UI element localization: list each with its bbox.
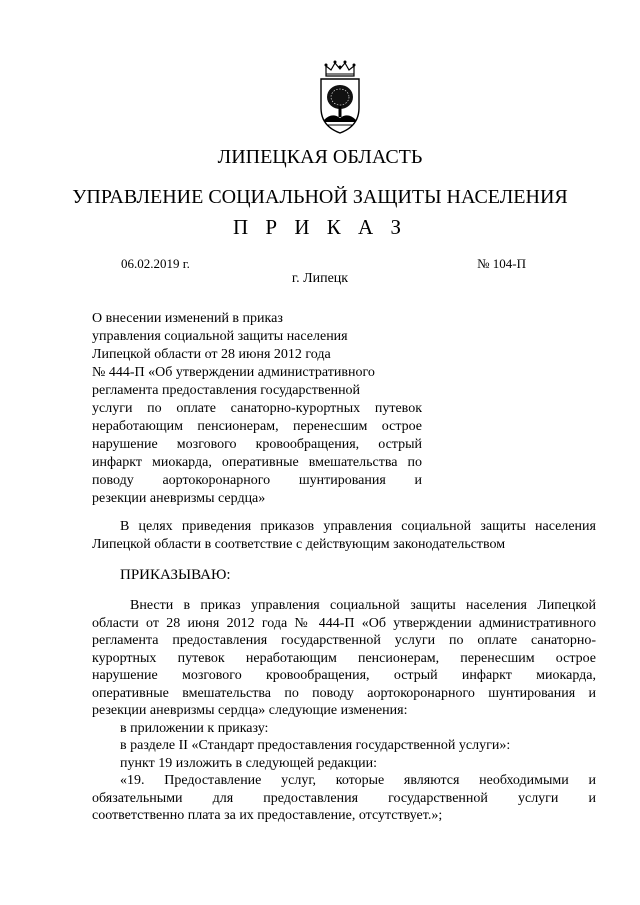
body-line: в приложении к приказу: [120, 720, 269, 736]
coat-of-arms-icon [318, 60, 362, 136]
region-title: ЛИПЕЦКАЯ ОБЛАСТЬ [217, 146, 423, 168]
order-city: г. Липецк [291, 271, 349, 286]
department-title: УПРАВЛЕНИЕ СОЦИАЛЬНОЙ ЗАЩИТЫ НАСЕЛЕНИЯ [72, 186, 568, 208]
body-line: области от 28 июня 2012 года № 444-П «Об утверждении административного [92, 615, 596, 631]
subject-line: управления социальной защиты населения [92, 329, 348, 344]
order-body [92, 597, 596, 825]
subject-line: № 444-П «Об утверждении административного [92, 365, 375, 380]
subject-line: Липецкой области от 28 июня 2012 года [92, 347, 331, 362]
body-line: соответственно плата за их предоставление, отсутствует.»; [92, 808, 443, 823]
subject-line: О внесении изменений в приказ [92, 311, 283, 326]
subject-line: резекции аневризмы сердца» [92, 491, 266, 506]
order-word: ПРИКАЗЫВАЮ: [120, 567, 231, 583]
subject-line: инфаркт миокарда, оперативные вмешательства по [92, 455, 422, 470]
order-subject [92, 310, 422, 508]
body-line: «19. Предоставление услуг, которые являются необходимыми и [120, 773, 596, 788]
body-line: пункт 19 изложить в следующей редакции: [120, 755, 377, 771]
subject-line: услуги по оплате санаторно-курортных путевок [92, 401, 422, 416]
subject-line: регламента предоставления государственной [92, 383, 361, 398]
subject-line: неработающим пенсионерам, перенесшим острое [92, 419, 422, 434]
body-line: регламента предоставления государственной услуги по оплате санаторно- [92, 633, 596, 648]
subject-line: нарушение мозгового кровообращения, острый [92, 437, 422, 452]
order-date: 06.02.2019 г. [121, 256, 190, 271]
body-line: оперативные вмешательства по поводу аортокоронарного шунтирования и [92, 685, 596, 701]
preamble-paragraph [92, 518, 596, 553]
subject-line: поводу аортокоронарного шунтирования и [92, 473, 422, 488]
order-number: № 104-П [477, 256, 526, 271]
body-line: в разделе II «Стандарт предоставления государственной услуги»: [120, 738, 511, 753]
preamble-line: Липецкой области в соответствие с действующим законодательством [92, 536, 506, 552]
body-line: обязательными для предоставления государственной услуги и [92, 790, 596, 806]
body-line: нарушение мозгового кровообращения, острый инфаркт миокарда, [92, 668, 596, 683]
body-line: Внести в приказ управления социальной защиты населения Липецкой [130, 598, 596, 613]
body-line: резекции аневризмы сердца» следующие изменения: [92, 703, 408, 718]
preamble-line: В целях приведения приказов управления социальной защиты населения [120, 519, 596, 534]
body-line: курортных путевок неработающим пенсионерам, перенесшим острое [92, 650, 596, 666]
document-type-title: П Р И К А З [233, 215, 407, 239]
